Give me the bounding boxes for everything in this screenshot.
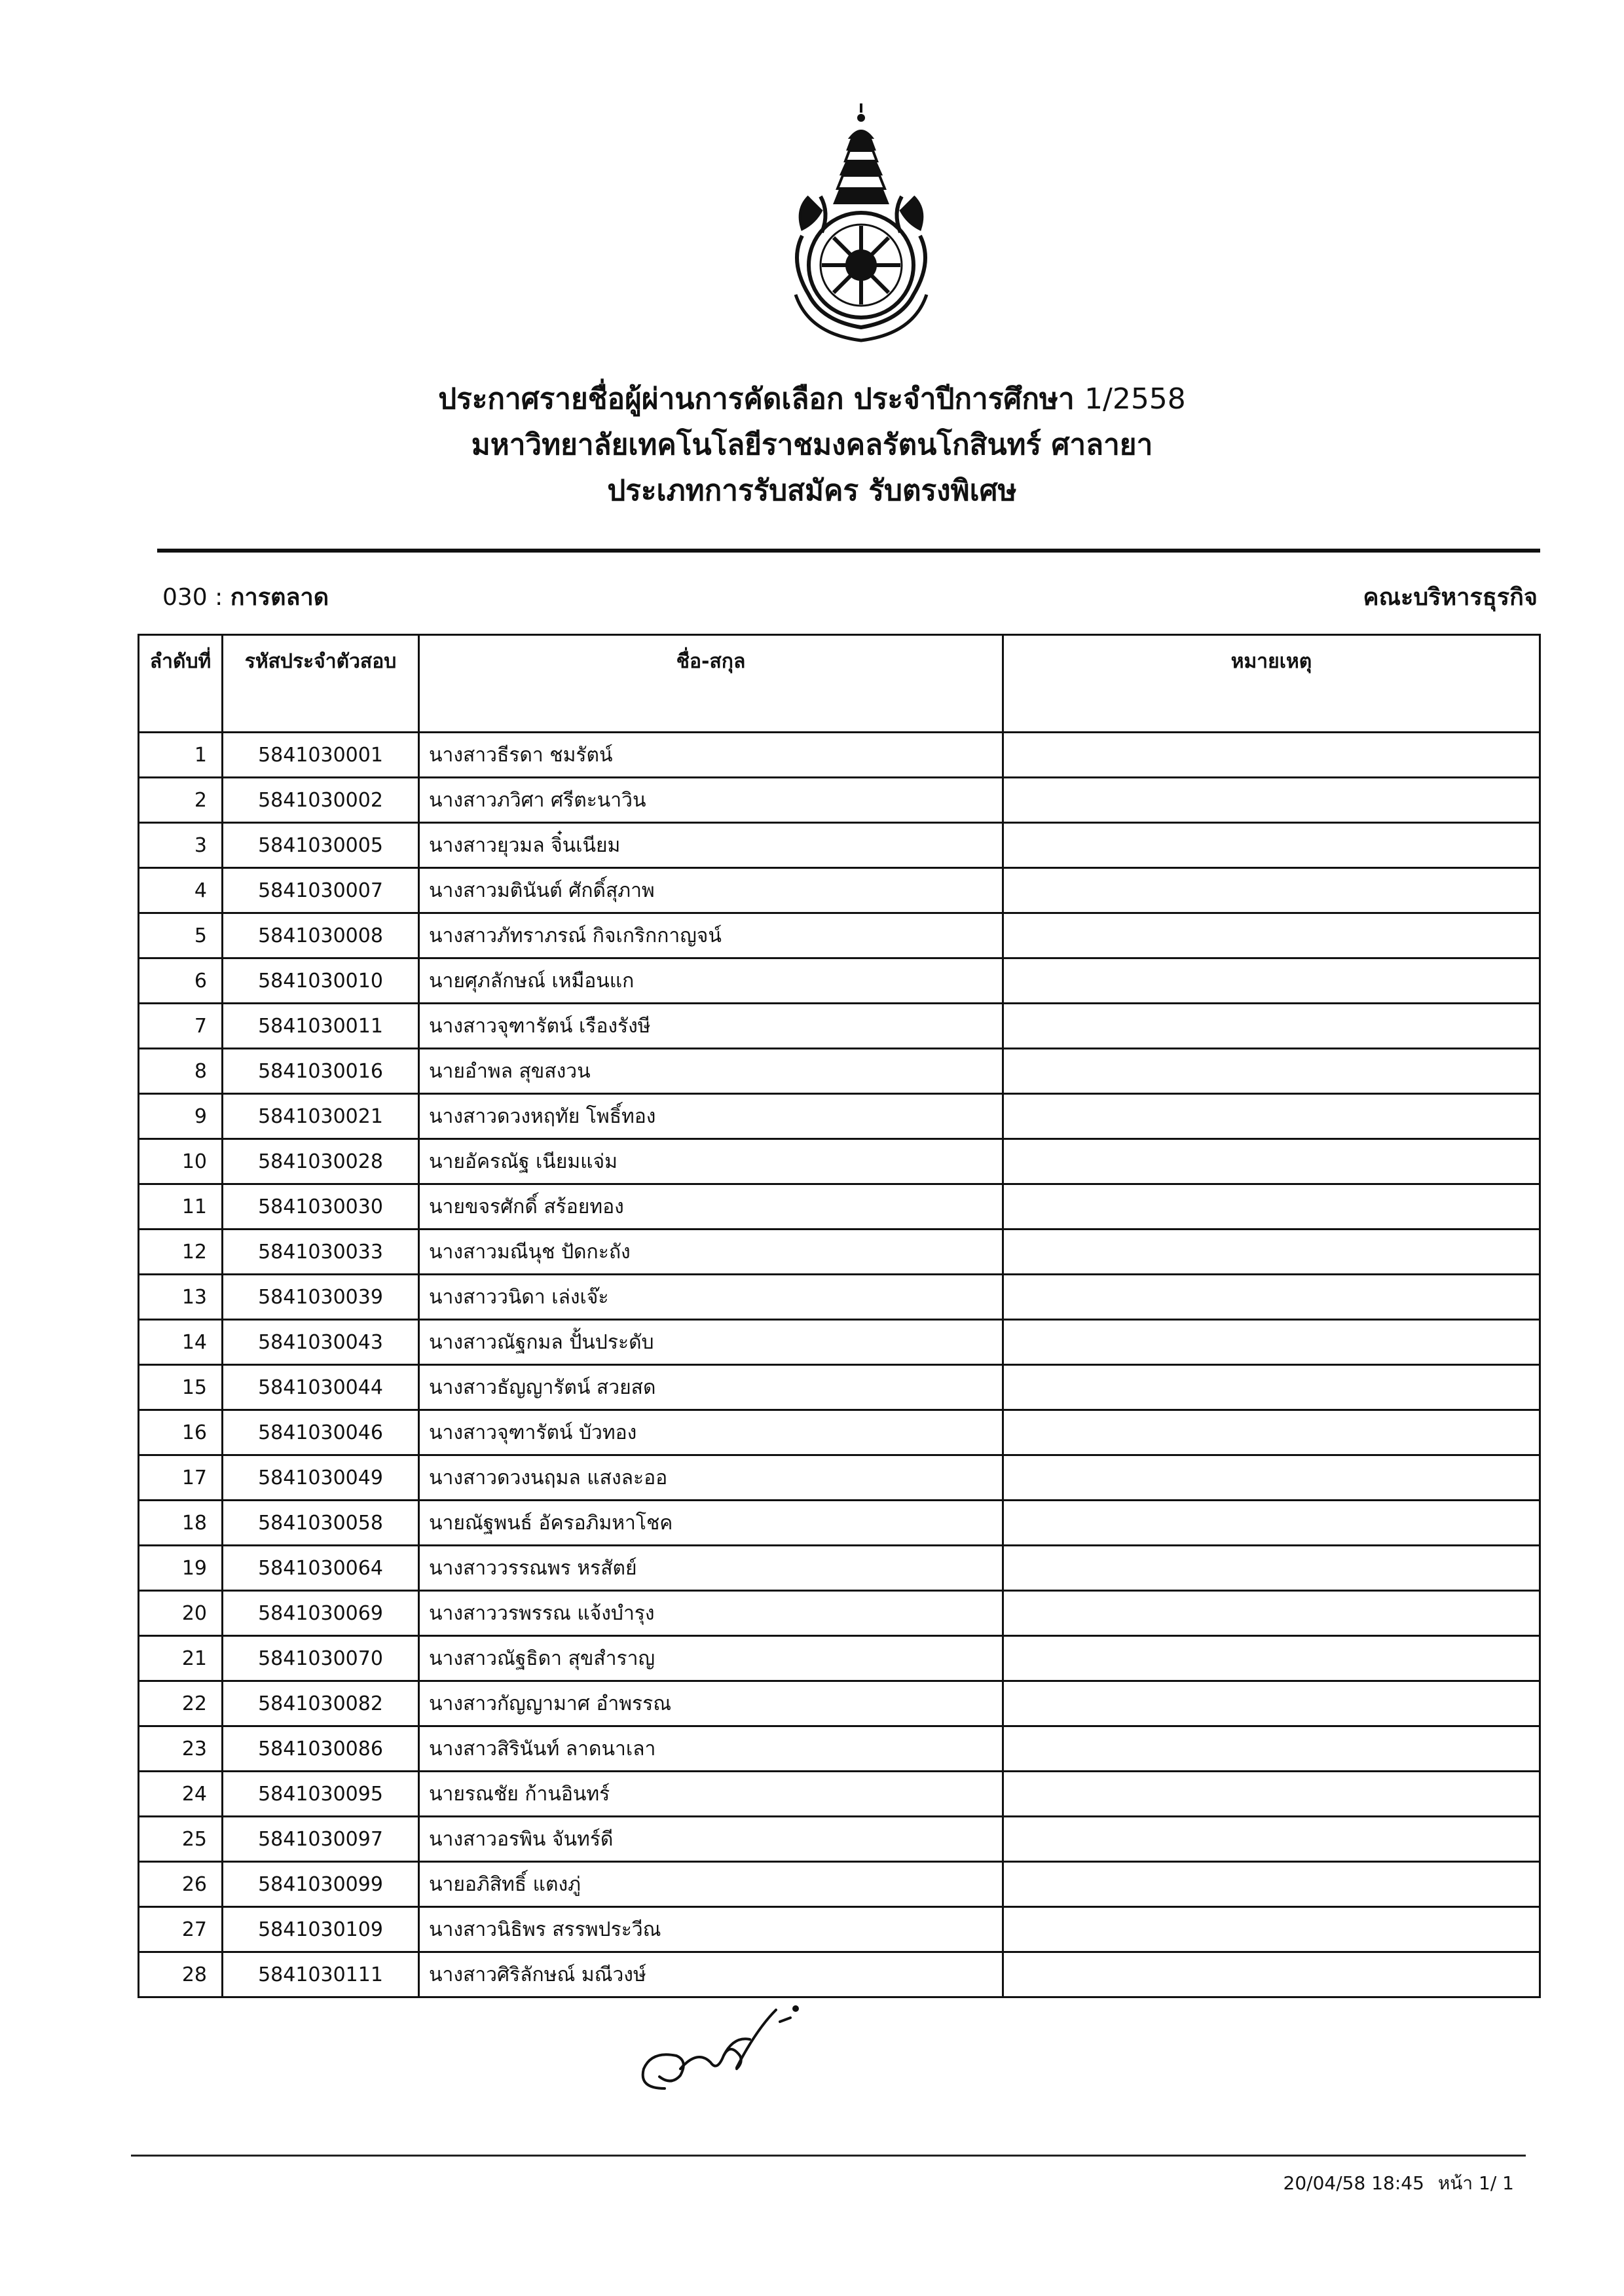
row-name-cell: นางสาวยุวมล จิ๋นเนียม <box>419 823 1003 868</box>
row-remarks-cell <box>1003 1184 1540 1230</box>
row-remarks-cell <box>1003 1952 1540 1997</box>
row-name-cell: นางสาวณัฐกมล ปั้นประดับ <box>419 1320 1003 1365</box>
row-name-cell: นางสาวนิธิพร สรรพประวีณ <box>419 1907 1003 1952</box>
row-order-cell: 7 <box>139 1004 223 1049</box>
row-remarks-cell <box>1003 1862 1540 1907</box>
row-exam-id-cell: 5841030095 <box>223 1772 419 1817</box>
row-exam-id-cell: 5841030028 <box>223 1139 419 1184</box>
table-row <box>139 1139 1540 1184</box>
row-order-cell: 22 <box>139 1681 223 1726</box>
row-remarks-cell <box>1003 778 1540 823</box>
row-remarks-cell <box>1003 913 1540 958</box>
row-order-cell: 25 <box>139 1817 223 1862</box>
row-name-cell: นายรณชัย ก้านอินทร์ <box>419 1772 1003 1817</box>
row-name-cell: นางสาววนิดา เล่งเจ๊ะ <box>419 1275 1003 1320</box>
row-order-cell: 4 <box>139 868 223 913</box>
table-row <box>139 1275 1540 1320</box>
table-row <box>139 1817 1540 1862</box>
row-remarks-cell <box>1003 1501 1540 1546</box>
row-order-cell: 5 <box>139 913 223 958</box>
row-exam-id-cell: 5841030099 <box>223 1862 419 1907</box>
program-code: 030 : <box>162 584 223 611</box>
table-row <box>139 1952 1540 1997</box>
row-name-cell: นางสาวณัฐธิดา สุขสำราญ <box>419 1636 1003 1681</box>
admission-type: ประเภทการรับสมัคร รับตรงพิเศษ <box>607 474 1017 507</box>
row-remarks-cell <box>1003 1817 1540 1862</box>
row-name-cell: นางสาวดวงหฤทัย โพธิ์ทอง <box>419 1094 1003 1139</box>
program-name: การตลาด <box>230 584 329 611</box>
table-row <box>139 1320 1540 1365</box>
row-remarks-cell <box>1003 1591 1540 1636</box>
row-remarks-cell <box>1003 823 1540 868</box>
row-name-cell: นางสาวมตินันต์ ศักดิ์สุภาพ <box>419 868 1003 913</box>
row-order-cell: 6 <box>139 958 223 1004</box>
row-exam-id-cell: 5841030064 <box>223 1546 419 1591</box>
table-row <box>139 868 1540 913</box>
row-order-cell: 20 <box>139 1591 223 1636</box>
results-table-body <box>139 733 1540 1997</box>
faculty-name: คณะบริหารธุรกิจ <box>1363 584 1538 611</box>
row-order-cell: 3 <box>139 823 223 868</box>
title-line-1 <box>0 376 1624 422</box>
row-exam-id-cell: 5841030086 <box>223 1726 419 1772</box>
row-name-cell: นางสาวธีรดา ชมรัตน์ <box>419 733 1003 778</box>
row-remarks-cell <box>1003 1410 1540 1455</box>
row-exam-id-cell: 5841030010 <box>223 958 419 1004</box>
row-name-cell: นางสาวภัทราภรณ์ กิจเกริกกาญจน์ <box>419 913 1003 958</box>
row-exam-id-cell: 5841030097 <box>223 1817 419 1862</box>
row-exam-id-cell: 5841030111 <box>223 1952 419 1997</box>
row-name-cell: นางสาววรพรรณ แจ้งบำรุง <box>419 1591 1003 1636</box>
table-row <box>139 823 1540 868</box>
table-row <box>139 958 1540 1004</box>
row-order-cell: 1 <box>139 733 223 778</box>
academic-term: 1/2558 <box>1084 382 1186 416</box>
row-name-cell: นายอภิสิทธิ์ แตงภู่ <box>419 1862 1003 1907</box>
row-remarks-cell <box>1003 1139 1540 1184</box>
table-row <box>139 1591 1540 1636</box>
row-order-cell: 10 <box>139 1139 223 1184</box>
table-row <box>139 1049 1540 1094</box>
column-header-remarks: หมายเหตุ <box>1003 635 1540 733</box>
row-exam-id-cell: 5841030070 <box>223 1636 419 1681</box>
row-name-cell: นางสาวสิรินันท์ ลาดนาเลา <box>419 1726 1003 1772</box>
row-name-cell: นางสาวธัญญารัตน์ สวยสด <box>419 1365 1003 1410</box>
table-row <box>139 1907 1540 1952</box>
row-name-cell: นางสาวมณีนุช ปัดกะถัง <box>419 1230 1003 1275</box>
row-exam-id-cell: 5841030082 <box>223 1681 419 1726</box>
row-remarks-cell <box>1003 1546 1540 1591</box>
footer-divider <box>131 2155 1526 2157</box>
row-remarks-cell <box>1003 1772 1540 1817</box>
row-remarks-cell <box>1003 1275 1540 1320</box>
row-remarks-cell <box>1003 733 1540 778</box>
row-remarks-cell <box>1003 1004 1540 1049</box>
row-exam-id-cell: 5841030039 <box>223 1275 419 1320</box>
table-row <box>139 913 1540 958</box>
table-row <box>139 778 1540 823</box>
row-name-cell: นายศุภลักษณ์ เหมือนแก <box>419 958 1003 1004</box>
row-remarks-cell <box>1003 1455 1540 1501</box>
table-row <box>139 1772 1540 1817</box>
program-label <box>162 581 329 614</box>
row-name-cell: นางสาวอรพิน จันทร์ดี <box>419 1817 1003 1862</box>
row-remarks-cell <box>1003 1230 1540 1275</box>
row-exam-id-cell: 5841030046 <box>223 1410 419 1455</box>
row-order-cell: 8 <box>139 1049 223 1094</box>
row-remarks-cell <box>1003 868 1540 913</box>
table-row <box>139 1501 1540 1546</box>
row-order-cell: 13 <box>139 1275 223 1320</box>
row-order-cell: 24 <box>139 1772 223 1817</box>
announcement-title <box>0 376 1624 514</box>
row-order-cell: 2 <box>139 778 223 823</box>
row-exam-id-cell: 5841030016 <box>223 1049 419 1094</box>
row-exam-id-cell: 5841030008 <box>223 913 419 958</box>
row-name-cell: นางสาวศิริลักษณ์ มณีวงษ์ <box>419 1952 1003 1997</box>
header-divider <box>157 549 1540 553</box>
row-order-cell: 23 <box>139 1726 223 1772</box>
row-exam-id-cell: 5841030021 <box>223 1094 419 1139</box>
row-exam-id-cell: 5841030044 <box>223 1365 419 1410</box>
row-exam-id-cell: 5841030030 <box>223 1184 419 1230</box>
row-exam-id-cell: 5841030043 <box>223 1320 419 1365</box>
table-row <box>139 1365 1540 1410</box>
print-timestamp: 20/04/58 18:45 <box>1283 2172 1424 2194</box>
page-number: หน้า 1/ 1 <box>1437 2172 1514 2194</box>
row-remarks-cell <box>1003 1636 1540 1681</box>
results-table <box>138 634 1541 1998</box>
row-name-cell: นายขจรศักดิ์ สร้อยทอง <box>419 1184 1003 1230</box>
row-order-cell: 16 <box>139 1410 223 1455</box>
column-header-name: ชื่อ-สกุล <box>419 635 1003 733</box>
row-remarks-cell <box>1003 1907 1540 1952</box>
row-name-cell: นางสาววรรณพร หรสัตย์ <box>419 1546 1003 1591</box>
row-order-cell: 18 <box>139 1501 223 1546</box>
row-remarks-cell <box>1003 1049 1540 1094</box>
row-exam-id-cell: 5841030058 <box>223 1501 419 1546</box>
title-line-1-text: ประกาศรายชื่อผู้ผ่านการคัดเลือก ประจำปีการศึกษา <box>438 382 1075 416</box>
table-row <box>139 733 1540 778</box>
row-exam-id-cell: 5841030011 <box>223 1004 419 1049</box>
row-name-cell: นางสาวจุฑารัตน์ เรืองรังษี <box>419 1004 1003 1049</box>
table-row <box>139 1410 1540 1455</box>
row-exam-id-cell: 5841030001 <box>223 733 419 778</box>
row-exam-id-cell: 5841030069 <box>223 1591 419 1636</box>
column-header-exam-id: รหัสประจำตัวสอบ <box>223 635 419 733</box>
university-emblem-icon <box>783 98 940 360</box>
row-remarks-cell <box>1003 958 1540 1004</box>
table-row <box>139 1094 1540 1139</box>
row-remarks-cell <box>1003 1320 1540 1365</box>
row-name-cell: นางสาวกัญญามาศ อำพรรณ <box>419 1681 1003 1726</box>
row-exam-id-cell: 5841030049 <box>223 1455 419 1501</box>
row-order-cell: 28 <box>139 1952 223 1997</box>
row-order-cell: 27 <box>139 1907 223 1952</box>
row-order-cell: 12 <box>139 1230 223 1275</box>
table-row <box>139 1184 1540 1230</box>
row-exam-id-cell: 5841030007 <box>223 868 419 913</box>
row-remarks-cell <box>1003 1681 1540 1726</box>
table-header-row <box>139 635 1540 733</box>
row-order-cell: 15 <box>139 1365 223 1410</box>
row-order-cell: 11 <box>139 1184 223 1230</box>
row-order-cell: 9 <box>139 1094 223 1139</box>
row-remarks-cell <box>1003 1094 1540 1139</box>
page-footer <box>1283 2170 1514 2196</box>
row-name-cell: นายณัฐพนธ์ อัครอภิมหาโชค <box>419 1501 1003 1546</box>
table-row <box>139 1681 1540 1726</box>
row-order-cell: 14 <box>139 1320 223 1365</box>
column-header-order: ลำดับที่ <box>139 635 223 733</box>
row-name-cell: นางสาวภวิศา ศรีตะนาวิน <box>419 778 1003 823</box>
row-remarks-cell <box>1003 1365 1540 1410</box>
table-row <box>139 1636 1540 1681</box>
row-order-cell: 17 <box>139 1455 223 1501</box>
table-row <box>139 1004 1540 1049</box>
row-name-cell: นายอำพล สุขสงวน <box>419 1049 1003 1094</box>
row-remarks-cell <box>1003 1726 1540 1772</box>
row-exam-id-cell: 5841030033 <box>223 1230 419 1275</box>
row-order-cell: 19 <box>139 1546 223 1591</box>
row-exam-id-cell: 5841030109 <box>223 1907 419 1952</box>
row-exam-id-cell: 5841030005 <box>223 823 419 868</box>
table-row <box>139 1726 1540 1772</box>
table-row <box>139 1455 1540 1501</box>
row-name-cell: นางสาวดวงนฤมล แสงละออ <box>419 1455 1003 1501</box>
row-exam-id-cell: 5841030002 <box>223 778 419 823</box>
table-row <box>139 1230 1540 1275</box>
row-order-cell: 21 <box>139 1636 223 1681</box>
table-row <box>139 1862 1540 1907</box>
row-name-cell: นายอัครณัฐ เนียมแจ่ม <box>419 1139 1003 1184</box>
row-order-cell: 26 <box>139 1862 223 1907</box>
handwritten-signature-icon <box>625 1990 822 2121</box>
table-row <box>139 1546 1540 1591</box>
university-name: มหาวิทยาลัยเทคโนโลยีราชมงคลรัตนโกสินทร์ ศาลายา <box>471 428 1153 462</box>
row-name-cell: นางสาวจุฑารัตน์ บัวทอง <box>419 1410 1003 1455</box>
